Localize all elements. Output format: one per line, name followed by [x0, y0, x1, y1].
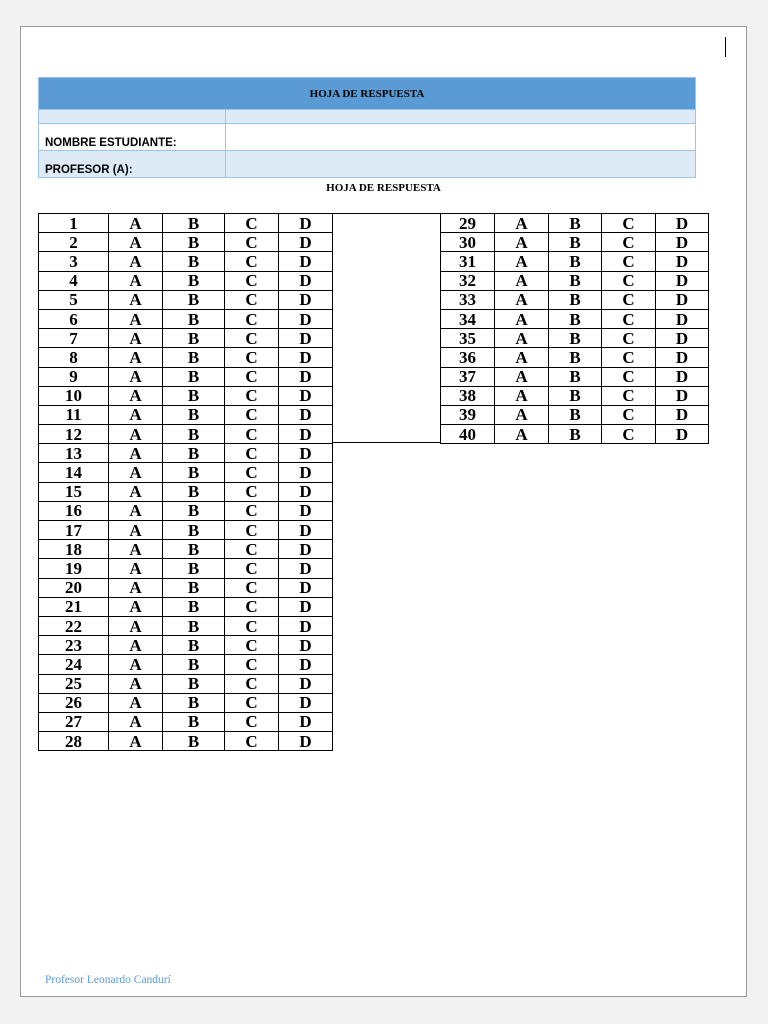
answer-row: [39, 578, 333, 597]
answer-row: [39, 290, 333, 309]
answer-option-a[interactable]: A: [495, 348, 549, 367]
answer-option-c[interactable]: C: [225, 578, 279, 597]
answer-option-a[interactable]: A: [495, 425, 549, 444]
answer-option-d[interactable]: D: [279, 309, 333, 328]
answer-row: [39, 655, 333, 674]
answer-row: [441, 329, 709, 348]
answer-option-c[interactable]: C: [225, 501, 279, 520]
question-number: 23: [39, 636, 109, 655]
answer-option-c[interactable]: C: [225, 348, 279, 367]
answer-option-c[interactable]: C: [225, 482, 279, 501]
answer-option-c[interactable]: C: [225, 636, 279, 655]
question-number: 18: [39, 540, 109, 559]
answer-option-a[interactable]: A: [109, 540, 163, 559]
answer-option-b[interactable]: B: [549, 233, 602, 252]
answer-option-d[interactable]: D: [656, 425, 709, 444]
header-spacer-cell: [39, 110, 226, 124]
answer-option-a[interactable]: A: [109, 636, 163, 655]
answer-row: [39, 444, 333, 463]
teacher-field[interactable]: [226, 151, 696, 178]
question-number: 6: [39, 309, 109, 328]
answer-table-right: [440, 213, 709, 444]
answer-option-b[interactable]: B: [163, 290, 225, 309]
answer-row: [39, 501, 333, 520]
answer-option-b[interactable]: B: [549, 290, 602, 309]
question-number: 38: [441, 386, 495, 405]
answer-option-a[interactable]: A: [109, 616, 163, 635]
answer-option-b[interactable]: B: [549, 309, 602, 328]
answer-option-a[interactable]: A: [109, 732, 163, 751]
answer-option-c[interactable]: C: [225, 252, 279, 271]
table-gap-border: [332, 213, 440, 443]
question-number: 40: [441, 425, 495, 444]
answer-row: [441, 367, 709, 386]
header-spacer-cell: [226, 110, 696, 124]
answer-option-c[interactable]: C: [602, 425, 656, 444]
answer-row: [39, 693, 333, 712]
answer-option-d[interactable]: D: [656, 329, 709, 348]
question-number: 33: [441, 290, 495, 309]
answer-option-b[interactable]: B: [163, 655, 225, 674]
answer-option-a[interactable]: A: [495, 290, 549, 309]
answer-option-d[interactable]: D: [656, 386, 709, 405]
answer-option-a[interactable]: A: [109, 655, 163, 674]
answer-option-d[interactable]: D: [279, 425, 333, 444]
answer-option-a[interactable]: A: [109, 597, 163, 616]
answer-option-c[interactable]: C: [225, 559, 279, 578]
answer-option-b[interactable]: B: [163, 271, 225, 290]
answer-option-c[interactable]: C: [602, 290, 656, 309]
answer-option-c[interactable]: C: [602, 233, 656, 252]
answer-option-d[interactable]: D: [279, 540, 333, 559]
answer-option-c[interactable]: C: [225, 655, 279, 674]
answer-option-c[interactable]: C: [602, 386, 656, 405]
answer-option-a[interactable]: A: [109, 521, 163, 540]
answer-row: [39, 386, 333, 405]
answer-option-d[interactable]: D: [279, 616, 333, 635]
answer-option-d[interactable]: D: [279, 693, 333, 712]
answer-option-a[interactable]: A: [109, 444, 163, 463]
answer-option-b[interactable]: B: [549, 386, 602, 405]
answer-option-b[interactable]: B: [163, 732, 225, 751]
question-number: 39: [441, 405, 495, 424]
answer-option-b[interactable]: B: [163, 252, 225, 271]
answer-option-a[interactable]: A: [109, 501, 163, 520]
answer-option-d[interactable]: D: [279, 271, 333, 290]
question-number: 24: [39, 655, 109, 674]
answer-option-b[interactable]: B: [549, 329, 602, 348]
answer-row: [39, 732, 333, 751]
answer-option-c[interactable]: C: [225, 233, 279, 252]
student-name-label: NOMBRE ESTUDIANTE:: [39, 124, 226, 151]
answer-option-a[interactable]: A: [109, 712, 163, 731]
answer-option-c[interactable]: C: [225, 463, 279, 482]
answer-row: [39, 636, 333, 655]
answer-option-d[interactable]: D: [656, 252, 709, 271]
answer-option-b[interactable]: B: [163, 309, 225, 328]
question-number: 30: [441, 233, 495, 252]
answer-option-d[interactable]: D: [279, 233, 333, 252]
answer-option-a[interactable]: A: [495, 252, 549, 271]
answer-row: [441, 252, 709, 271]
answer-option-c[interactable]: C: [225, 712, 279, 731]
question-number: 2: [39, 233, 109, 252]
answer-option-b[interactable]: B: [163, 482, 225, 501]
answer-option-a[interactable]: A: [109, 693, 163, 712]
question-number: 3: [39, 252, 109, 271]
question-number: 13: [39, 444, 109, 463]
answer-option-a[interactable]: A: [109, 367, 163, 386]
answer-option-d[interactable]: D: [656, 290, 709, 309]
answer-option-c[interactable]: C: [225, 367, 279, 386]
answer-option-c[interactable]: C: [225, 597, 279, 616]
answer-option-c[interactable]: C: [225, 405, 279, 424]
answer-row: [441, 348, 709, 367]
answer-option-d[interactable]: D: [279, 214, 333, 233]
answer-option-a[interactable]: A: [109, 405, 163, 424]
answer-option-c[interactable]: C: [225, 329, 279, 348]
header-table: [38, 77, 696, 178]
answer-option-d[interactable]: D: [279, 636, 333, 655]
answer-option-d[interactable]: D: [279, 655, 333, 674]
answer-row: [39, 405, 333, 424]
answer-option-b[interactable]: B: [163, 521, 225, 540]
answer-option-c[interactable]: C: [225, 309, 279, 328]
answer-table-left: [38, 213, 333, 751]
answer-option-d[interactable]: D: [656, 214, 709, 233]
question-number: 36: [441, 348, 495, 367]
answer-option-d[interactable]: D: [279, 482, 333, 501]
answer-option-d[interactable]: D: [279, 712, 333, 731]
answer-option-a[interactable]: A: [109, 252, 163, 271]
answer-option-b[interactable]: B: [549, 214, 602, 233]
answer-option-a[interactable]: A: [495, 309, 549, 328]
text-cursor: [725, 37, 726, 57]
answer-option-a[interactable]: A: [495, 329, 549, 348]
footer-author: Profesor Leonardo Candurí: [45, 974, 171, 986]
answer-option-b[interactable]: B: [163, 444, 225, 463]
answer-option-d[interactable]: D: [279, 732, 333, 751]
answer-option-d[interactable]: D: [279, 597, 333, 616]
answer-option-d[interactable]: D: [279, 329, 333, 348]
answer-option-a[interactable]: A: [109, 578, 163, 597]
answer-option-b[interactable]: B: [163, 712, 225, 731]
question-number: 8: [39, 348, 109, 367]
answer-option-b[interactable]: B: [549, 425, 602, 444]
answer-option-b[interactable]: B: [163, 329, 225, 348]
answer-option-b[interactable]: B: [549, 271, 602, 290]
question-number: 9: [39, 367, 109, 386]
answer-option-b[interactable]: B: [163, 214, 225, 233]
answer-option-a[interactable]: A: [109, 271, 163, 290]
answer-option-b[interactable]: B: [163, 463, 225, 482]
answer-option-a[interactable]: A: [109, 559, 163, 578]
answer-option-c[interactable]: C: [602, 405, 656, 424]
answer-option-c[interactable]: C: [602, 348, 656, 367]
answer-option-c[interactable]: C: [225, 521, 279, 540]
answer-row: [441, 309, 709, 328]
answer-row: [39, 674, 333, 693]
answer-option-c[interactable]: C: [602, 214, 656, 233]
question-number: 27: [39, 712, 109, 731]
answer-row: [39, 540, 333, 559]
answer-option-b[interactable]: B: [163, 578, 225, 597]
answer-option-b[interactable]: B: [549, 348, 602, 367]
question-number: 29: [441, 214, 495, 233]
answer-option-a[interactable]: A: [109, 674, 163, 693]
answer-option-b[interactable]: B: [163, 616, 225, 635]
answer-row: [39, 329, 333, 348]
question-number: 19: [39, 559, 109, 578]
answer-option-b[interactable]: B: [549, 252, 602, 271]
answer-option-c[interactable]: C: [225, 616, 279, 635]
answer-option-a[interactable]: A: [109, 233, 163, 252]
question-number: 21: [39, 597, 109, 616]
question-number: 37: [441, 367, 495, 386]
answer-option-a[interactable]: A: [109, 425, 163, 444]
answer-option-b[interactable]: B: [163, 425, 225, 444]
answer-option-b[interactable]: B: [163, 367, 225, 386]
answer-row: [39, 597, 333, 616]
question-number: 7: [39, 329, 109, 348]
answer-option-a[interactable]: A: [495, 214, 549, 233]
answer-option-a[interactable]: A: [109, 482, 163, 501]
question-number: 28: [39, 732, 109, 751]
answer-option-c[interactable]: C: [225, 290, 279, 309]
answer-option-b[interactable]: B: [163, 348, 225, 367]
answer-row: [441, 290, 709, 309]
answer-row: [441, 271, 709, 290]
answer-option-d[interactable]: D: [656, 233, 709, 252]
answer-option-b[interactable]: B: [163, 233, 225, 252]
question-number: 10: [39, 386, 109, 405]
answer-option-c[interactable]: C: [225, 271, 279, 290]
answer-option-d[interactable]: D: [279, 367, 333, 386]
answer-option-c[interactable]: C: [225, 214, 279, 233]
answer-option-d[interactable]: D: [279, 252, 333, 271]
answer-option-a[interactable]: A: [109, 386, 163, 405]
answer-row: [39, 271, 333, 290]
answer-row: [441, 214, 709, 233]
answer-option-b[interactable]: B: [163, 597, 225, 616]
answer-option-d[interactable]: D: [279, 578, 333, 597]
question-number: 17: [39, 521, 109, 540]
answer-option-a[interactable]: A: [109, 329, 163, 348]
answer-option-d[interactable]: D: [656, 405, 709, 424]
answer-row: [39, 425, 333, 444]
question-number: 22: [39, 616, 109, 635]
answer-option-b[interactable]: B: [163, 559, 225, 578]
answer-row: [39, 616, 333, 635]
answer-option-d[interactable]: D: [279, 290, 333, 309]
answer-option-d[interactable]: D: [656, 348, 709, 367]
answer-option-d[interactable]: D: [279, 501, 333, 520]
question-number: 12: [39, 425, 109, 444]
question-number: 25: [39, 674, 109, 693]
answer-row: [39, 463, 333, 482]
answer-option-c[interactable]: C: [602, 252, 656, 271]
answer-row: [39, 521, 333, 540]
answer-option-b[interactable]: B: [163, 386, 225, 405]
answer-row: [39, 233, 333, 252]
question-number: 15: [39, 482, 109, 501]
answer-row: [441, 405, 709, 424]
answer-option-a[interactable]: A: [495, 233, 549, 252]
answer-row: [441, 386, 709, 405]
answer-option-b[interactable]: B: [163, 636, 225, 655]
answer-row: [39, 252, 333, 271]
answer-row: [39, 367, 333, 386]
answer-option-d[interactable]: D: [279, 674, 333, 693]
answer-option-a[interactable]: A: [495, 405, 549, 424]
answer-option-c[interactable]: C: [602, 271, 656, 290]
answer-row: [39, 348, 333, 367]
question-number: 20: [39, 578, 109, 597]
question-number: 26: [39, 693, 109, 712]
answer-option-c[interactable]: C: [225, 693, 279, 712]
answer-row: [39, 214, 333, 233]
answer-option-b[interactable]: B: [549, 405, 602, 424]
answer-option-c[interactable]: C: [225, 386, 279, 405]
answer-row: [39, 712, 333, 731]
answer-sheet-subtitle: HOJA DE RESPUESTA: [326, 182, 441, 194]
answer-option-a[interactable]: A: [109, 309, 163, 328]
answer-option-a[interactable]: A: [109, 214, 163, 233]
answer-row: [39, 482, 333, 501]
answer-row: [39, 559, 333, 578]
answer-option-b[interactable]: B: [163, 674, 225, 693]
answer-option-a[interactable]: A: [109, 290, 163, 309]
header-title: HOJA DE RESPUESTA: [39, 78, 696, 110]
answer-option-d[interactable]: D: [656, 309, 709, 328]
question-number: 11: [39, 405, 109, 424]
answer-option-d[interactable]: D: [279, 521, 333, 540]
answer-option-b[interactable]: B: [163, 405, 225, 424]
answer-row: [39, 309, 333, 328]
question-number: 31: [441, 252, 495, 271]
answer-option-b[interactable]: B: [163, 693, 225, 712]
answer-option-d[interactable]: D: [279, 559, 333, 578]
answer-option-d[interactable]: D: [279, 348, 333, 367]
answer-option-a[interactable]: A: [109, 463, 163, 482]
answer-option-a[interactable]: A: [109, 348, 163, 367]
answer-option-d[interactable]: D: [279, 386, 333, 405]
answer-option-b[interactable]: B: [163, 501, 225, 520]
answer-option-c[interactable]: C: [225, 444, 279, 463]
answer-option-c[interactable]: C: [225, 674, 279, 693]
document-page: [20, 26, 747, 997]
answer-option-a[interactable]: A: [495, 386, 549, 405]
question-number: 35: [441, 329, 495, 348]
answer-option-c[interactable]: C: [225, 425, 279, 444]
question-number: 5: [39, 290, 109, 309]
question-number: 32: [441, 271, 495, 290]
question-number: 1: [39, 214, 109, 233]
answer-row: [441, 425, 709, 444]
student-name-field[interactable]: [226, 124, 696, 151]
answer-option-c[interactable]: C: [602, 367, 656, 386]
answer-option-b[interactable]: B: [549, 367, 602, 386]
answer-option-d[interactable]: D: [279, 444, 333, 463]
answer-option-d[interactable]: D: [279, 463, 333, 482]
answer-option-b[interactable]: B: [163, 540, 225, 559]
answer-option-c[interactable]: C: [602, 309, 656, 328]
question-number: 34: [441, 309, 495, 328]
answer-option-d[interactable]: D: [279, 405, 333, 424]
question-number: 14: [39, 463, 109, 482]
answer-row: [441, 233, 709, 252]
question-number: 4: [39, 271, 109, 290]
answer-option-a[interactable]: A: [495, 367, 549, 386]
answer-option-c[interactable]: C: [602, 329, 656, 348]
answer-option-d[interactable]: D: [656, 367, 709, 386]
question-number: 16: [39, 501, 109, 520]
answer-option-a[interactable]: A: [495, 271, 549, 290]
teacher-label: PROFESOR (A):: [39, 151, 226, 178]
answer-option-c[interactable]: C: [225, 732, 279, 751]
answer-option-c[interactable]: C: [225, 540, 279, 559]
answer-option-d[interactable]: D: [656, 271, 709, 290]
